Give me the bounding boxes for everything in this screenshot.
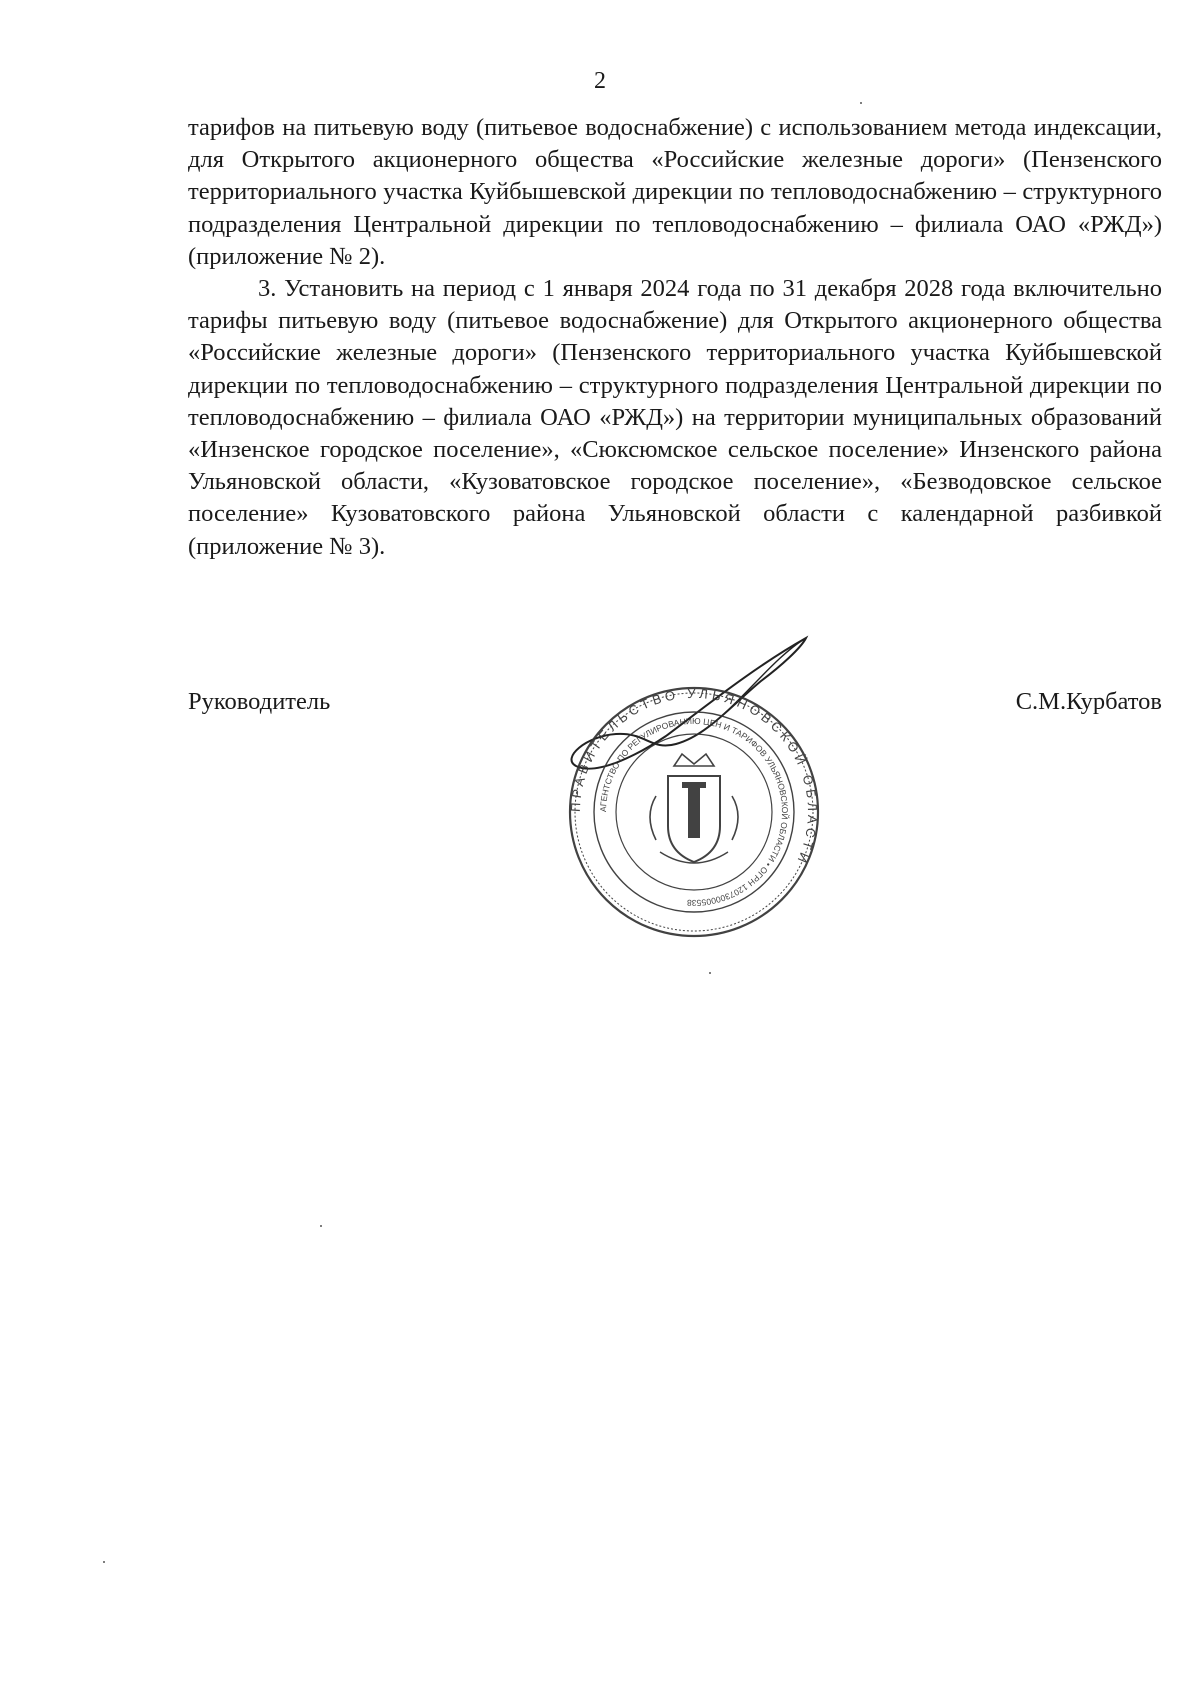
page-number: 2 xyxy=(594,68,606,94)
document-body xyxy=(188,112,1162,563)
paragraph-continuation: тарифов на питьевую воду (питьевое водоснабжение) с использованием метода индексации, для Открытого акционерного общества «Российские железные дороги» (Пензенского территориального участка Куйбышевской дирекции по тепловодоснабжению – структурного подразделения Центральной дирекции по тепловодоснабжению – филиала ОАО «РЖД») (приложение № 2). xyxy=(188,114,1162,270)
stamp-seal xyxy=(568,686,820,936)
scan-speck xyxy=(320,1225,322,1227)
scan-speck xyxy=(709,972,711,974)
stamp-outer-text: ПРАВИТЕЛЬСТВО УЛЬЯНОВСКОЙ ОБЛАСТИ xyxy=(567,685,821,869)
scan-speck xyxy=(103,1561,105,1563)
official-stamp xyxy=(556,626,832,938)
paragraph-item-3: 3. Установить на период с 1 января 2024 года по 31 декабря 2028 года включительно тарифы питьевую воду (питьевое водоснабжение) для Открытого акционерного общества «Российские железные дороги» (Пензенского территориального участка Куйбышевской дирекции по тепловодоснабжению – структурного подразделения Центральной дирекции по тепловодоснабжению – филиала ОАО «РЖД») на территории муниципальных образований «Инзенское городское поселение», «Сюксюмское сельское поселение» Инзенского района Ульяновской области, «Кузоватовское городское поселение», «Безводовское сельское поселение» Кузоватовского района Ульяновской области с календарной разбивкой (приложение № 3). xyxy=(188,275,1162,560)
coat-of-arms-icon xyxy=(650,754,738,863)
stamp-inner-text: АГЕНТСТВО ПО РЕГУЛИРОВАНИЮ ЦЕН И ТАРИФОВ УЛЬЯНОВСКОЙ ОБЛАСТИ • ОГРН 1207300005538 xyxy=(597,715,791,909)
scan-speck xyxy=(860,102,862,104)
signatory-name: С.М.Курбатов xyxy=(1015,688,1162,715)
signatory-title: Руководитель xyxy=(188,688,331,715)
